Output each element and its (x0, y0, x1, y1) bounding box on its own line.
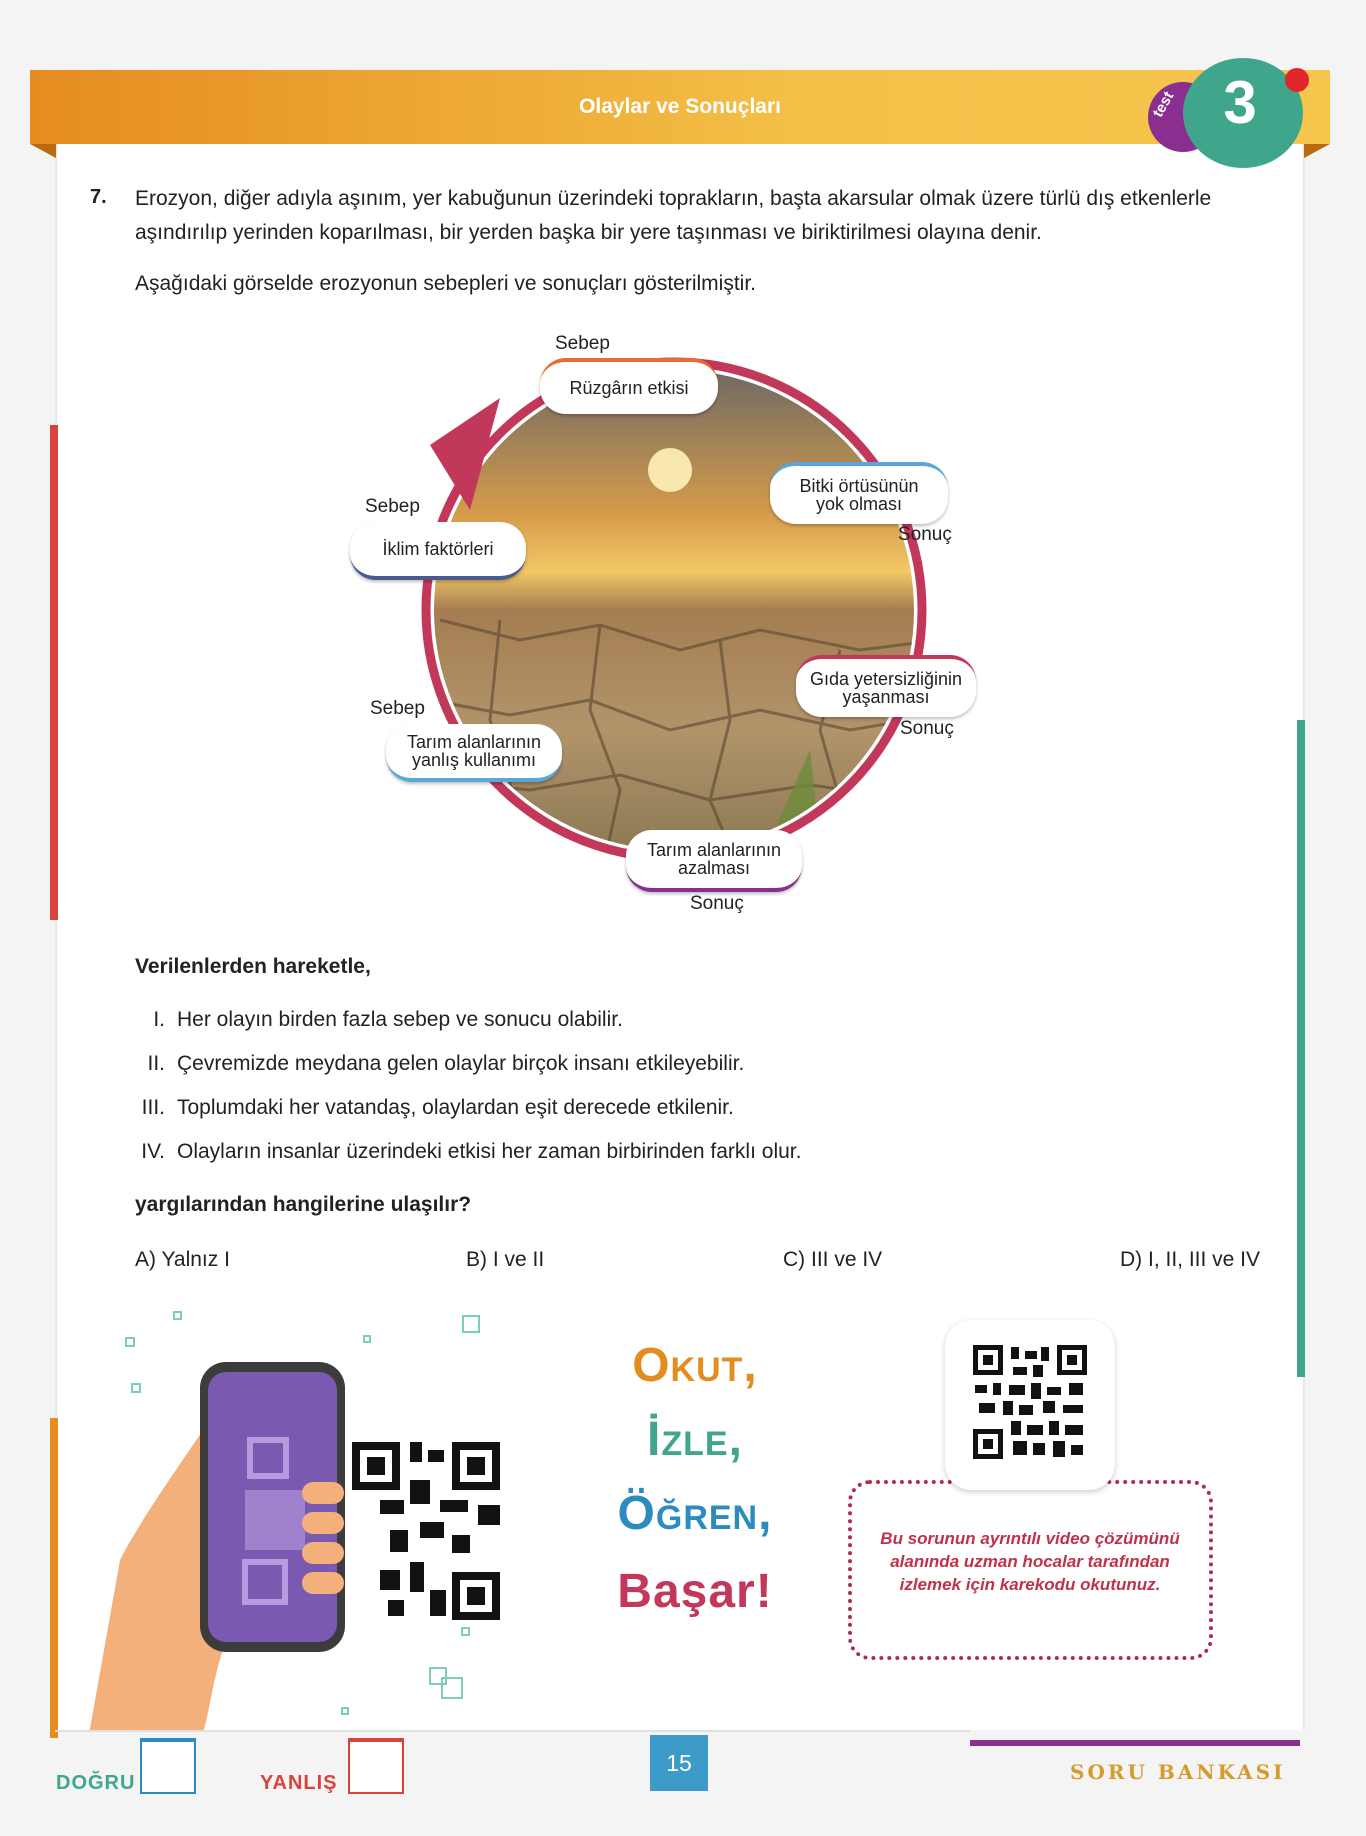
statement-numeral: II. (147, 1052, 165, 1075)
cause-tag-1: Sebep (555, 333, 610, 354)
bubble-text-2: yanlış kullanımı (411, 750, 537, 770)
cause-bubble-wind (540, 358, 718, 414)
slogan-watch: İzle, (647, 1413, 743, 1466)
slogan-succeed: Başar! (617, 1565, 773, 1618)
option-d[interactable]: D) I, II, III ve IV (1120, 1248, 1261, 1271)
correct-count-box[interactable] (140, 1738, 196, 1794)
cause-tag-2: Sebep (365, 496, 420, 517)
video-note-text: Bu sorunun ayrıntılı video çözümünü alanında uzman hocalar tarafından izlemek için karekodu okutunuz. (880, 1529, 1180, 1594)
result-tag-3: Sonuç (690, 893, 744, 914)
bubble-text: İklim faktörleri (382, 539, 494, 559)
left-orange-accent (50, 1418, 58, 1738)
statement-numeral: I. (153, 1008, 165, 1031)
bubble-text-1: Tarım alanlarının (646, 840, 782, 860)
header-fold-left (30, 144, 56, 158)
question-intro: Aşağıdaki görselde erozyonun sebepleri ve sonuçları gösterilmiştir. (135, 272, 756, 295)
bubble-text-1: Tarım alanlarının (406, 732, 542, 752)
bubble-text-2: azalması (677, 858, 751, 878)
statement-text: Olayların insanlar üzerindeki etkisi her zaman birbirinden farklı olur. (177, 1140, 802, 1163)
qr-code-small[interactable] (973, 1345, 1087, 1459)
statement-item (120, 1096, 734, 1120)
bubble-text: Rüzgârın etkisi (569, 378, 689, 398)
bubble-text-1: Gıda yetersizliğinin (809, 669, 963, 689)
wrong-count-box[interactable] (348, 1738, 404, 1794)
footer-top-line (55, 1730, 970, 1732)
brand-label: SORU BANKASI (1070, 1760, 1286, 1784)
cause-bubble-climate (350, 522, 526, 580)
right-teal-accent (1297, 720, 1305, 1377)
red-dot-icon (1285, 68, 1309, 92)
option-a[interactable]: A) Yalnız I (135, 1248, 230, 1271)
cause-bubble-farming (386, 724, 562, 782)
slogan-scan: Okut, (632, 1339, 758, 1392)
correct-label: DOĞRU (56, 1772, 136, 1794)
page-title: Olaylar ve Sonuçları (579, 95, 781, 118)
footer-purple-line (970, 1740, 1300, 1746)
page-number: 15 (666, 1750, 692, 1776)
left-red-accent (50, 425, 58, 920)
result-tag-2: Sonuç (900, 718, 954, 739)
wrong-label: YANLIŞ (260, 1772, 338, 1794)
bubble-text-2: yaşanması (842, 687, 930, 707)
statement-item (120, 1140, 801, 1164)
statement-item (120, 1008, 623, 1032)
result-bubble-food (796, 655, 976, 717)
statement-numeral: III. (141, 1096, 165, 1119)
option-c[interactable]: C) III ve IV (783, 1248, 883, 1271)
cause-tag-3: Sebep (370, 698, 425, 719)
result-bubble-vegetation (770, 462, 948, 524)
question-ask: yargılarından hangilerine ulaşılır? (135, 1193, 472, 1216)
slogan-learn: Öğren, (617, 1487, 773, 1540)
phone-scan-illustration (80, 1300, 520, 1730)
statement-numeral: IV. (141, 1140, 165, 1163)
question-number: 7. (90, 186, 107, 208)
statement-text: Her olayın birden fazla sebep ve sonucu olabilir. (177, 1008, 623, 1031)
bubble-text-2: yok olması (815, 494, 903, 514)
statement-text: Çevremizde meydana gelen olaylar birçok insanı etkileyebilir. (177, 1052, 745, 1075)
result-bubble-farmland (626, 830, 802, 892)
qr-code-large (352, 1442, 500, 1620)
option-b[interactable]: B) I ve II (466, 1248, 545, 1271)
statement-text: Toplumdaki her vatandaş, olaylardan eşit derecede etkilenir. (177, 1096, 734, 1119)
statement-item (120, 1052, 744, 1076)
question-text: Erozyon, diğer adıyla aşınım, yer kabuğunun üzerindeki toprakların, başta akarsular olmak üzere türlü dış etkenlerle aşındırılıp yerinden koparılması, bir yerden başka bir yere taşınması ve biriktirilmesi olayına denir. (135, 187, 1212, 244)
test-badge-label: test (1149, 88, 1178, 121)
prompt-text: Verilenlerden hareketle, (135, 955, 371, 978)
result-tag-1: Sonuç (898, 524, 952, 545)
header-fold-right (1304, 144, 1330, 158)
test-number: 3 (1223, 69, 1257, 136)
bubble-text-1: Bitki örtüsünün (799, 476, 919, 496)
